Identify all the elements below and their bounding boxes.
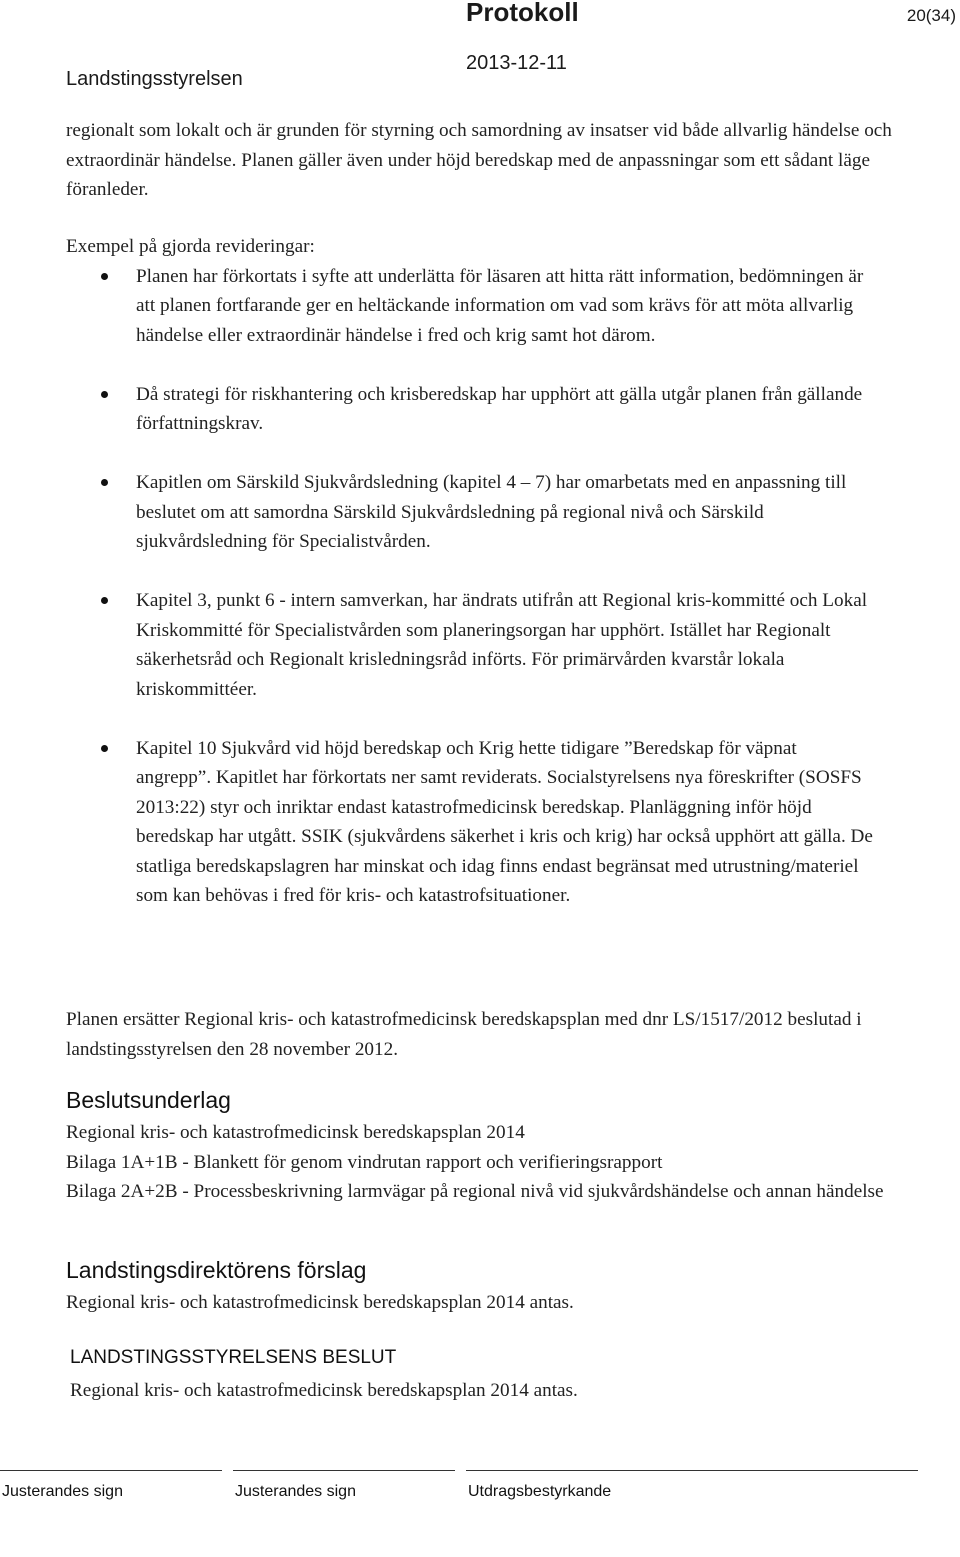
intro-paragraph <box>66 116 906 205</box>
list-item <box>66 380 876 439</box>
certification-label: Utdragsbestyrkande <box>468 1483 612 1500</box>
list-item-text: Kapitel 10 Sjukvård vid höjd beredskap och Krig hette tidigare ”Beredskap för väpnat angrepp”. Kapitlet har förkortats ner samt reviderats. Socialstyrelsens nya föreskrifter (SOSFS 2013:22) styr och inriktar endast katastrofmedicinsk beredskap. Planläggning inför höjd beredskap har utgått. SSIK (sjukvårdens säkerhet i kris och krig) har också upphört att gälla. De statliga beredskapslagren har minskat och idag finns endast begränsat med utrustning/materiel som kan behövas i fred för kris- och katastrofsituationer. <box>136 737 873 906</box>
list-item-text: Planen har förkortats i syfte att underlätta för läsaren att hitta rätt information, bedömningen är att planen fortfarande ger en heltäckande information om vad som krävs för att möta allvarlig händelse eller extraordinär händelse i fred och krig samt hot därom. <box>136 265 864 346</box>
list-item <box>66 734 876 911</box>
basis-item: Regional kris- och katastrofmedicinsk beredskapsplan 2014 <box>66 1122 525 1143</box>
director-proposal <box>66 1288 906 1318</box>
decision-basis-list <box>66 1118 906 1207</box>
revision-examples <box>66 232 906 911</box>
page-number: 20(34) <box>906 6 956 25</box>
bullet-icon <box>101 597 108 604</box>
basis-item: Bilaga 1A+1B - Blankett för genom vindrutan rapport och verifieringsrapport <box>66 1151 663 1173</box>
signature-label-1: Justerandes sign <box>2 1483 123 1500</box>
organization-name: Landstingsstyrelsen <box>66 68 243 90</box>
signature-line <box>0 1470 222 1471</box>
decision-basis-heading: Beslutsunderlag <box>66 1087 231 1113</box>
basis-item: Bilaga 2A+2B - Processbeskrivning larmvägar på regional nivå vid sjukvårdshändelse och annan händelse <box>66 1181 884 1202</box>
list-item-text: Kapitlen om Särskild Sjukvårdsledning (kapitel 4 – 7) har omarbetats med en anpassning till beslutet om att samordna Särskild Sjukvårdsledning på regional nivå och Särskild sjukvårdsledning för Specialistvården. <box>136 472 847 552</box>
examples-list <box>66 262 876 911</box>
bullet-icon <box>101 273 108 280</box>
bullet-icon <box>101 391 108 398</box>
board-decision-text: Regional kris- och katastrofmedicinsk beredskapsplan 2014 antas. <box>70 1380 578 1401</box>
meeting-date: 2013-12-11 <box>466 52 567 74</box>
list-item-text: Då strategi för riskhantering och krisberedskap har upphört att gälla utgår planen från gällande författningskrav. <box>136 383 863 434</box>
document-type-title: Protokoll <box>466 0 579 27</box>
bullet-icon <box>101 745 108 752</box>
intro-text: regionalt som lokalt och är grunden för styrning och samordning av insatser vid både allvarlig händelse och extraordinär händelse. Planen gäller även under höjd beredskap med de anpassningar som ett sådant läge föranleder. <box>66 120 892 200</box>
examples-heading: Exempel på gjorda revideringar: <box>66 236 315 257</box>
proposal-text: Regional kris- och katastrofmedicinsk beredskapsplan 2014 antas. <box>66 1292 574 1313</box>
board-decision-heading: LANDSTINGSSTYRELSENS BESLUT <box>70 1347 397 1368</box>
signature-label-2: Justerandes sign <box>235 1483 356 1500</box>
director-proposal-heading: Landstingsdirektörens förslag <box>66 1257 367 1283</box>
replaces-text: Planen ersätter Regional kris- och katastrofmedicinsk beredskapsplan med dnr LS/1517/2012 beslutad i landstingsstyrelsen den 28 november 2012. <box>66 1009 862 1060</box>
list-item-text: Kapitel 3, punkt 6 - intern samverkan, har ändrats utifrån att Regional kris-kommitté och Lokal Kriskommitté för Specialistvården som planeringsorgan har upphört. Istället har Regionalt säkerhetsråd och Regionalt krisledningsråd införts. För primärvården kvarstår lokala kriskommittéer. <box>136 590 868 700</box>
bullet-icon <box>101 479 108 486</box>
list-item <box>66 262 876 351</box>
signature-line <box>466 1470 918 1471</box>
signature-line <box>233 1470 455 1471</box>
list-item <box>66 468 876 557</box>
replaces-paragraph <box>66 1005 906 1064</box>
list-item <box>66 586 876 704</box>
